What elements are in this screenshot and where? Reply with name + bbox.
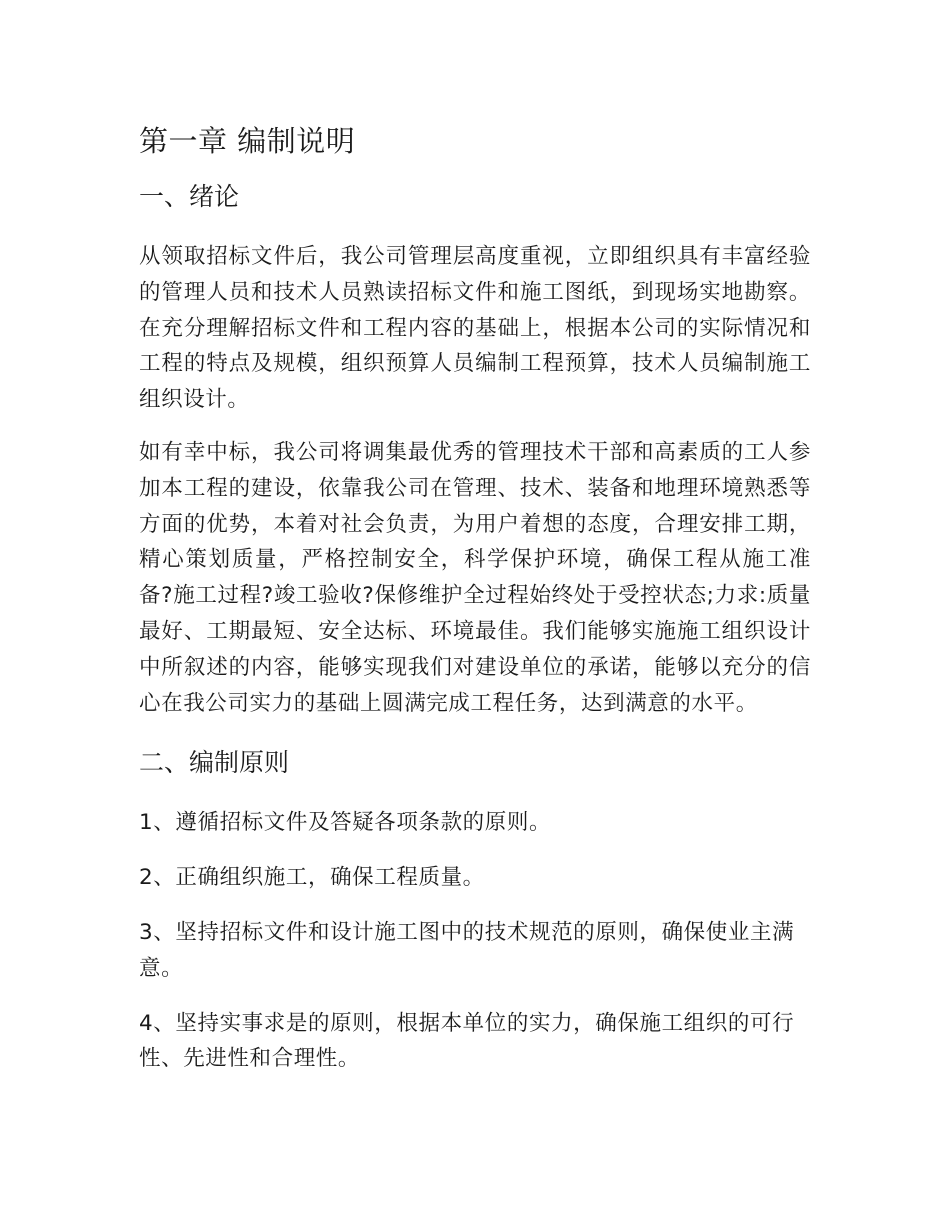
principle-item: 2、正确组织施工，确保工程质量。 [139, 865, 485, 891]
principle-item: 4、坚持实事求是的原则，根据本单位的实力，确保施工组织的可行性、先进性和合理性。 [139, 1010, 795, 1072]
chapter-title: 第一章 编制说明 [139, 124, 356, 158]
principle-item: 3、坚持招标文件和设计施工图中的技术规范的原则，确保使业主满意。 [139, 919, 795, 981]
section-title-introduction: 一、绪论 [139, 182, 240, 211]
introduction-paragraph: 如有幸中标，我公司将调集最优秀的管理技术干部和高素质的工人参加本工程的建设，依靠我公司在管理、技术、装备和地理环境熟悉等方面的优势，本着对社会负责，为用户着想的态度，合理安排工期，精心策划质量，严格控制安全，科学保护环境，确保工程从施工准备?施工过程?竣工验收?保修维护全过程始终处于受控状态;力求:质量最好、工期最短、安全达标、环境最佳。我们能够实施施工组织设计中所叙述的内容，能够实现我们对建设单位的承诺，能够以充分的信心在我公司实力的基础上圆满完成工程任务，达到满意的水平。 [139, 439, 811, 716]
section-title-principles: 二、编制原则 [139, 748, 290, 778]
document-body [139, 120, 811, 1096]
introduction-paragraph: 从领取招标文件后，我公司管理层高度重视，立即组织具有丰富经验的管理人员和技术人员熟读招标文件和施工图纸，到现场实地勘察。在充分理解招标文件和工程内容的基础上，根据本公司的实际情况和工程的特点及规模，组织预算人员编制工程预算，技术人员编制施工组织设计。 [139, 244, 811, 413]
principle-item: 1、遵循招标文件及答疑各项条款的原则。 [139, 810, 552, 836]
